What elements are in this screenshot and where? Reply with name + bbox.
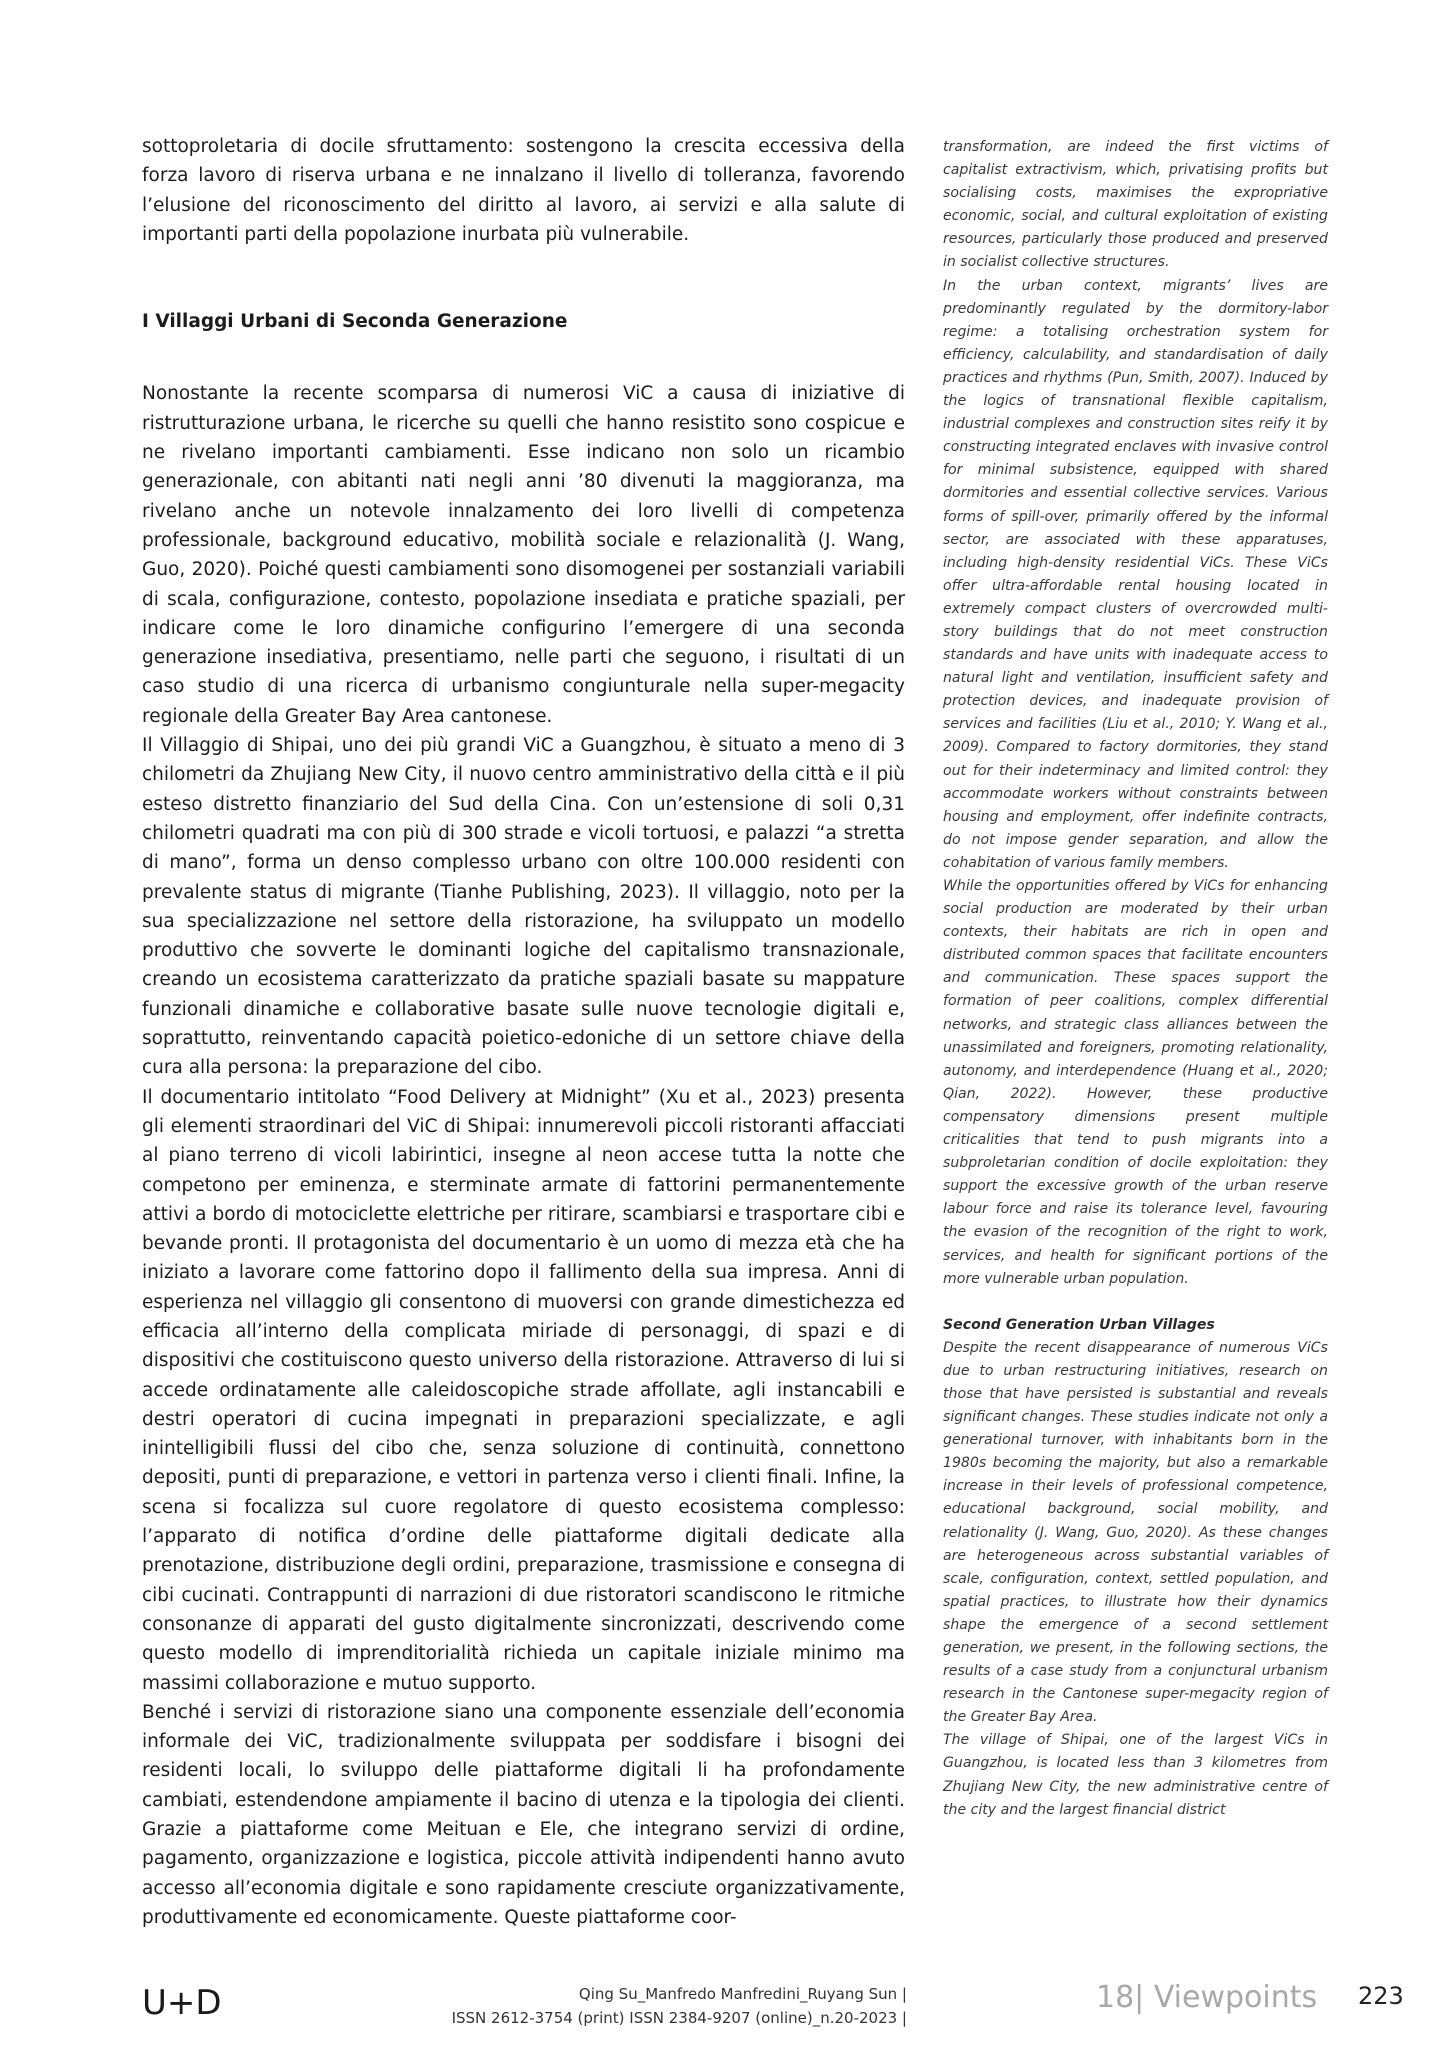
- journal-logo: [142, 1980, 224, 2022]
- main-paragraph: Benché i servizi di ristorazione siano una componente essenziale dell’economia informale dei ViC, tradizionalmente sviluppata per soddisfare i bisogni dei residenti locali, lo sviluppo delle piattaforme digitali li ha profondamente cambiati, estendendone ampiamente il bacino di utenza e la tipologia dei clienti. Grazie a piattaforme come Meituan e Ele, che integrano servizi di ordine, pagamento, organizzazione e logistica, piccole attività indipendenti hanno avuto accesso all’economia digitale e sono rapidamente cresciute organizzativamente, produttivamente ed economicamente. Queste piattaforme coor-: [142, 1701, 905, 1928]
- page-number: 223: [1358, 1982, 1404, 2010]
- footer-credits: [380, 1982, 907, 2030]
- main-column: [142, 132, 905, 1932]
- translation-heading: Second Generation Urban Villages: [943, 1316, 1215, 1333]
- journal-logo-text: U+D: [142, 1983, 222, 2022]
- translation-paragraph: While the opportunities offered by ViCs for enhancing social production are moderated by their urban contexts, their habitats are rich in open and distributed common spaces that facilitate encounters and communication. These spaces support the formation of peer coalitions, complex differential networks, and strategic class alliances between the unassimilated and foreigners, promoting relationality, autonomy, and interdependence (Huang et al., 2020; Qian, 2022). However, these productive compensatory dimensions present multiple criticalities that tend to push migrants into a subproletarian condition of docile exploitation: they support the excessive growth of the urban reserve labour force and raise its tolerance level, favouring the evasion of the recognition of the right to work, services, and health for significant portions of the more vulnerable urban population.: [943, 878, 1328, 1287]
- footer-section-label: 18| Viewpoints: [1096, 1980, 1318, 2015]
- main-paragraph: Nonostante la recente scomparsa di numerosi ViC a causa di iniziative di ristrutturazione urbana, le ricerche su quelli che hanno resistito sono cospicue e ne rivelano importanti cambiamenti. Esse indicano non solo un ricambio generazionale, con abitanti nati negli anni ’80 divenuti la maggioranza, ma rivelano anche un notevole innalzamento dei loro livelli di competenza professionale, background educativo, mobilità sociale e relazionalità (J. Wang, Guo, 2020). Poiché questi cambiamenti sono disomogenei per sostanziali variabili di scala, configurazione, contesto, popolazione insediata e pratiche spaziali, per indicare come le loro dinamiche configurino l’emergere di una seconda generazione insediativa, presentiamo, nelle parti che seguono, i risultati di un caso studio di una ricerca di urbanismo congiunturale nella super-megacity regionale della Greater Bay Area cantonese.: [142, 383, 905, 727]
- translation-paragraph: In the urban context, migrants’ lives are predominantly regulated by the dormitory-labor regime: a totalising orchestration system for efficiency, calculability, and standardisation of daily practices and rhythms (Pun, Smith, 2007). Induced by the logics of transnational flexible capitalism, industrial complexes and construction sites reify it by constructing integrated enclaves with invasive control for minimal subsistence, equipped with shared dormitories and essential collective services. Various forms of spill-over, primarily offered by the informal sector, are associated with these apparatuses, including high-density residential ViCs. These ViCs offer ultra-affordable rental housing located in extremely compact clusters of overcrowded multi-story buildings that do not meet construction standards and have units with inadequate access to natural light and ventilation, insufficient safety and protection devices, and inadequate provision of services and facilities (Liu et al., 2010; Y. Wang et al., 2009). Compared to factory dormitories, they stand out for their indeterminacy and limited control: they accommodate workers without constraints between housing and employment, offer indefinite contracts, do not impose gender separation, and allow the cohabitation of various family members.: [943, 277, 1328, 871]
- translation-paragraph: Despite the recent disappearance of numerous ViCs due to urban restructuring initiatives, research on those that have persisted is substantial and reveals significant changes. These studies indicate not only a generational turnover, with inhabitants born in the 1980s becoming the majority, but also a remarkable increase in their levels of professional competence, educational background, social mobility, and relationality (J. Wang, Guo, 2020). As these changes are heterogeneous across substantial variables of scale, configuration, context, settled population, and spatial practices, to illustrate how their dynamics shape the emergence of a second settlement generation, we present, in the following sections, the results of a case study from a conjunctural urbanism research in the Cantonese super-megacity region of the Greater Bay Area.: [943, 1339, 1328, 1726]
- footer-issn-line: ISSN 2612-3754 (print) ISSN 2384-9207 (online)_n.20-2023 |: [451, 2009, 907, 2027]
- main-paragraph: Il Villaggio di Shipai, uno dei più grandi ViC a Guangzhou, è situato a meno di 3 chilometri da Zhujiang New City, il nuovo centro amministrativo della città e il più esteso distretto finanziario del Sud della Cina. Con un’estensione di soli 0,31 chilometri quadrati ma con più di 300 strade e vicoli tortuosi, e palazzi “a stretta di mano”, forma un denso complesso urbano con oltre 100.000 residenti con prevalente status di migrante (Tianhe Publishing, 2023). Il villaggio, noto per la sua specializzazione nel settore della ristorazione, ha sviluppato un modello produttivo che sovverte le dominanti logiche del capitalismo transnazionale, creando un ecosistema caratterizzato da pratiche spaziali basate su mappature funzionali dinamiche e collaborative basate sulle nuove tecnologie digitali e, soprattutto, reinventando capacità poietico-edoniche di un settore chiave della cura alla persona: la preparazione del cibo.: [142, 735, 905, 1079]
- translation-paragraph: transformation, are indeed the first victims of capitalist extractivism, which, privatising profits but socialising costs, maximises the expropriative economic, social, and cultural exploitation of existing resources, particularly those produced and preserved in socialist collective structures.: [943, 139, 1328, 271]
- main-paragraph: Il documentario intitolato “Food Delivery at Midnight” (Xu et al., 2023) presenta gli elementi straordinari del ViC di Shipai: innumerevoli piccoli ristoranti affacciati al piano terreno di vicoli labirintici, insegne al neon accese tutta la notte che competono per eminenza, e sterminate armate di fattorini permanentemente attivi a bordo di motociclette elettriche per ritirare, scambiarsi e trasportare cibi e bevande pronti. Il protagonista del documentario è un uomo di mezza età che ha iniziato a lavorare come fattorino dopo il fallimento della sua impresa. Anni di esperienza nel villaggio gli consentono di muoversi con grande dimestichezza ed efficacia all’interno della complicata miriade di personaggi, di spazi e di dispositivi che costituiscono questo universo della ristorazione. Attraverso di lui si accede ordinatamente alle caleidoscopiche strade affollate, agli instancabili e destri operatori di cucina impegnati in preparazioni specializzate, e agli inintelligibili flussi del cibo che, senza soluzione di continuità, connettono depositi, punti di preparazione, e vettori in partenza verso i clienti finali. Infine, la scena si focalizza sul cuore regolatore di questo ecosistema complesso: l’apparato di notifica d’ordine delle piattaforme digitali dedicate alla prenotazione, distribuzione degli ordini, preparazione, trasmissione e consegna di cibi cucinati. Contrappunti di narrazioni di due ristoratori scandiscono le ritmiche consonanze di apparati del gusto digitalmente sincronizzati, descrivendo come questo modello di imprenditorialità richieda un capitale iniziale minimo ma massimi collaborazione e mutuo supporto.: [142, 1086, 905, 1694]
- main-paragraph: sottoproletaria di docile sfruttamento: sostengono la crescita eccessiva della forza lavoro di riserva urbana e ne innalzano il livello di tolleranza, favorendo l’elusione del riconoscimento del diritto al lavoro, ai servizi e alla salute di importanti parti della popolazione inurbata più vulnerabile.: [142, 136, 905, 245]
- translation-paragraph: The village of Shipai, one of the largest ViCs in Guangzhou, is located less than 3 kilometres from Zhujiang New City, the new administrative centre of the city and the largest financial district: [943, 1732, 1328, 1818]
- section-heading: I Villaggi Urbani di Seconda Generazione: [142, 311, 568, 333]
- footer-authors-line: Qing Su_Manfredo Manfredini_Ruyang Sun |: [578, 1985, 907, 2003]
- translation-column: [943, 136, 1328, 1822]
